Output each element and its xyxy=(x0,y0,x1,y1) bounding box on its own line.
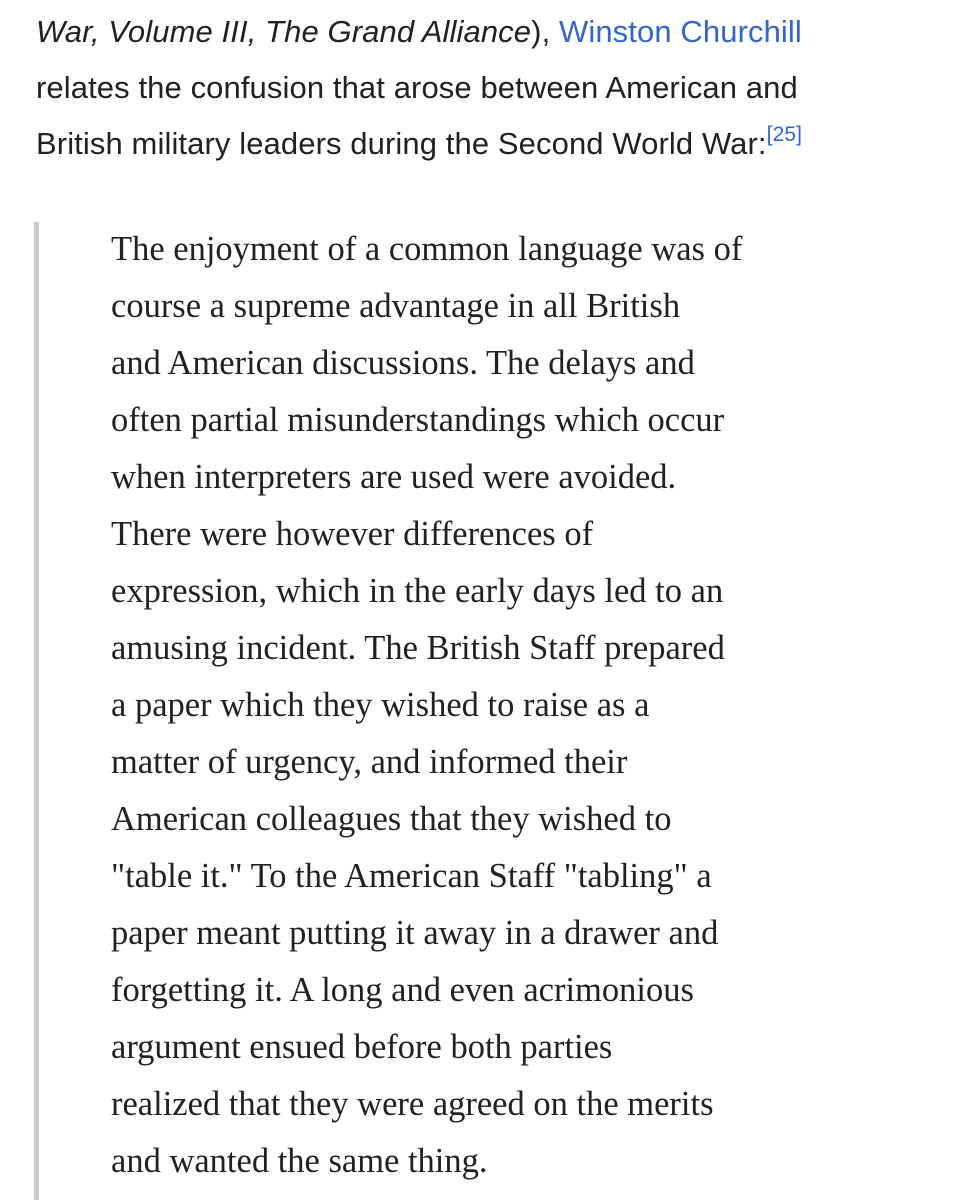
quote-line: The enjoyment of a common language was of xyxy=(111,230,743,268)
intro-line-3-text: British military leaders during the Second World War: xyxy=(36,126,767,161)
intro-paragraph xyxy=(36,4,936,172)
blockquote-border xyxy=(34,222,39,1200)
quote-line: and wanted the same thing. xyxy=(111,1142,488,1180)
quote-line: when interpreters are used were avoided. xyxy=(111,458,677,496)
quote-line: paper meant putting it away in a drawer and xyxy=(111,914,719,952)
quote-line: realized that they were agreed on the merits xyxy=(111,1085,714,1123)
intro-line-3 xyxy=(36,116,936,172)
quote-line: a paper which they wished to raise as a xyxy=(111,686,650,724)
citation-superscript xyxy=(767,123,802,146)
book-title: War, Volume III, The Grand Alliance xyxy=(36,14,532,49)
quote-line: American colleagues that they wished to xyxy=(111,800,672,838)
quote-line: "table it." To the American Staff "tabling" a xyxy=(111,857,712,895)
quote-line: There were however differences of xyxy=(111,515,594,553)
intro-line-1 xyxy=(36,4,936,60)
intro-line-2: relates the confusion that arose between American and xyxy=(36,70,798,105)
quote-line: course a supreme advantage in all British xyxy=(111,287,681,325)
citation-link-25[interactable]: [25] xyxy=(766,122,803,146)
quote-line: often partial misunderstandings which occur xyxy=(111,401,725,439)
quote-line: matter of urgency, and informed their xyxy=(111,743,628,781)
quote-line: forgetting it. A long and even acrimonious xyxy=(111,971,694,1009)
blockquote xyxy=(111,221,961,1190)
quote-line: amusing incident. The British Staff prepared xyxy=(111,629,725,667)
intro-line-1-suffix: ), xyxy=(531,14,551,49)
quote-line: expression, which in the early days led to an xyxy=(111,572,724,610)
winston-churchill-link[interactable]: Winston Churchill xyxy=(559,14,802,49)
quote-line: and American discussions. The delays and xyxy=(111,344,695,382)
quote-line: argument ensued before both parties xyxy=(111,1028,613,1066)
